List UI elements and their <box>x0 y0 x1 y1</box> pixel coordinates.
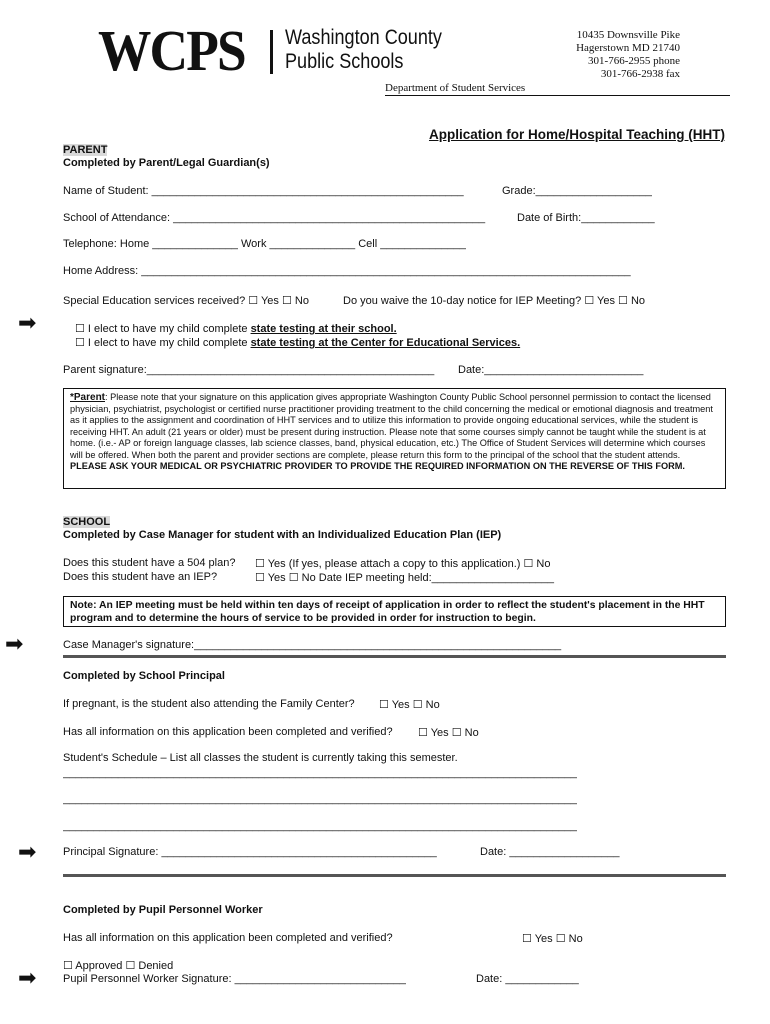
plan504-options[interactable]: ☐ Yes (If yes, please attach a copy to this application.) ☐ No <box>255 558 551 570</box>
arrow-right-icon: ➡ <box>18 839 37 864</box>
parent-note-label: *Parent <box>70 392 106 403</box>
school-heading-text: SCHOOL <box>63 516 111 528</box>
testing-option2-label: ☐ I elect to have my child complete <box>75 337 251 349</box>
parent-section-subheading: Completed by Parent/Legal Guardian(s) <box>63 157 270 169</box>
testing-option1-emphasis: state testing at their school. <box>250 323 397 335</box>
parent-date-field[interactable]: Date:__________________________ <box>458 364 644 376</box>
ppw-date-field[interactable]: Date: ____________ <box>476 973 579 985</box>
parent-consent-note <box>63 388 726 489</box>
approval-options[interactable]: ☐ Approved ☐ Denied <box>63 960 174 972</box>
home-address-field[interactable]: Home Address: ________________________________________________________________________________ <box>63 265 631 277</box>
arrow-right-icon: ➡ <box>5 631 24 656</box>
schedule-prompt: Student's Schedule – List all classes the student is currently taking this semester. <box>63 752 458 764</box>
grade-field[interactable]: Grade:___________________ <box>502 185 652 197</box>
ppw-signature-field[interactable]: Pupil Personnel Worker Signature: ____________________________ <box>63 973 406 985</box>
parent-heading-text: PARENT <box>63 144 108 156</box>
header-rule <box>385 95 730 96</box>
parent-section-heading <box>63 144 107 156</box>
form-title: Application for Home/Hospital Teaching (HHT) <box>428 127 725 142</box>
telephone-field[interactable]: Telephone: Home ______________ Work ______________ Cell ______________ <box>63 238 466 250</box>
section-divider <box>63 655 726 658</box>
principal-date-field[interactable]: Date: __________________ <box>480 846 620 858</box>
state-testing-center-option[interactable] <box>75 336 520 349</box>
ppw-verified-options[interactable]: ☐ Yes ☐ No <box>522 933 583 945</box>
schedule-line[interactable]: ____________________________________________________________________________________ <box>63 820 577 832</box>
district-address <box>576 29 680 81</box>
ppw-verified-question: Has all information on this application been completed and verified? <box>63 932 393 944</box>
logo-district-name <box>285 26 442 74</box>
principal-signature-field[interactable]: Principal Signature: _____________________________________________ <box>63 846 437 858</box>
principal-verified-question: Has all information on this application been completed and verified? <box>63 726 393 738</box>
school-attendance-field[interactable]: School of Attendance: ___________________________________________________ <box>63 212 486 224</box>
logo-name-line1: Washington County <box>285 26 442 49</box>
arrow-right-icon: ➡ <box>18 965 37 990</box>
testing-option1-label: ☐ I elect to have my child complete <box>75 323 251 335</box>
date-of-birth-field[interactable]: Date of Birth:____________ <box>517 212 655 224</box>
iep-options[interactable]: ☐ Yes ☐ No Date IEP meeting held:____________________ <box>255 572 555 584</box>
section-divider <box>63 874 726 877</box>
testing-option2-emphasis: state testing at the Center for Educational Services. <box>250 337 521 349</box>
parent-note-emphasis: PLEASE ASK YOUR MEDICAL OR PSYCHIATRIC PROVIDER TO PROVIDE THE REQUIRED INFORMATION ON THE REVERSE OF THIS FORM. <box>70 461 685 471</box>
state-testing-school-option[interactable] <box>75 322 397 335</box>
school-section-subheading: Completed by Case Manager for student with an Individualized Education Plan (IEP) <box>63 529 502 541</box>
family-center-question: If pregnant, is the student also attending the Family Center? <box>63 698 355 710</box>
ppw-section-heading: Completed by Pupil Personnel Worker <box>63 904 263 916</box>
principal-section-heading: Completed by School Principal <box>63 670 225 682</box>
address-line1: 10435 Downsville Pike <box>576 29 680 41</box>
schedule-line[interactable]: ____________________________________________________________________________________ <box>63 767 577 779</box>
wcps-logo-mark: WCPS <box>98 18 245 83</box>
address-line2: Hagerstown MD 21740 <box>576 42 680 54</box>
iep-meeting-note: Note: An IEP meeting must be held within ten days of receipt of application in order to reflect the student's placement in the HHT program and to determine the hours of service to be provided in order for instruction to begin. <box>63 596 726 627</box>
case-manager-signature-field[interactable]: Case Manager's signature:____________________________________________________________ <box>63 639 562 651</box>
iep-question: Does this student have an IEP? <box>63 571 218 583</box>
principal-verified-options[interactable]: ☐ Yes ☐ No <box>418 727 479 739</box>
family-center-options[interactable]: ☐ Yes ☐ No <box>379 699 440 711</box>
parent-signature-field[interactable]: Parent signature:_______________________________________________ <box>63 364 435 376</box>
schedule-line[interactable]: ____________________________________________________________________________________ <box>63 793 577 805</box>
parent-note-body: : Please note that your signature on this application gives appropriate Washington County Public School personnel permission to contact the licensed physician, psychiatrist, psychologist or certified nurse practitioner providing treatment to the child concerning the medical or emotional diagnosis and treatment as it applies to the assignment and coordination of HHT services and to utilize this information to provide ongoing educational services, while the student is receiving HHT. An adult (21 years or older) must be present during instruction. Please note that some courses simply cannot be taught while the student is at home. (i.e.- AP or foreign language classes, lab science classes, band, physical education, etc.) The Office of Student Services will determine which courses will be offered. When both the parent and provider sections are complete, please return this form to the principal of the school that the student attends. <box>70 392 713 460</box>
logo-divider <box>270 30 273 74</box>
plan504-question: Does this student have a 504 plan? <box>63 557 236 569</box>
phone-number: 301-766-2955 phone <box>588 55 680 67</box>
fax-number: 301-766-2938 fax <box>600 68 680 80</box>
student-name-field[interactable]: Name of Student: ___________________________________________________ <box>63 185 464 197</box>
department-name: Department of Student Services <box>385 82 526 94</box>
logo-name-line2: Public Schools <box>285 50 404 73</box>
iep-waive-question[interactable]: Do you waive the 10-day notice for IEP Meeting? ☐ Yes ☐ No <box>343 295 646 307</box>
special-education-question[interactable]: Special Education services received? ☐ Yes ☐ No <box>63 295 309 307</box>
arrow-right-icon: ➡ <box>18 310 37 335</box>
school-section-heading <box>63 516 110 528</box>
